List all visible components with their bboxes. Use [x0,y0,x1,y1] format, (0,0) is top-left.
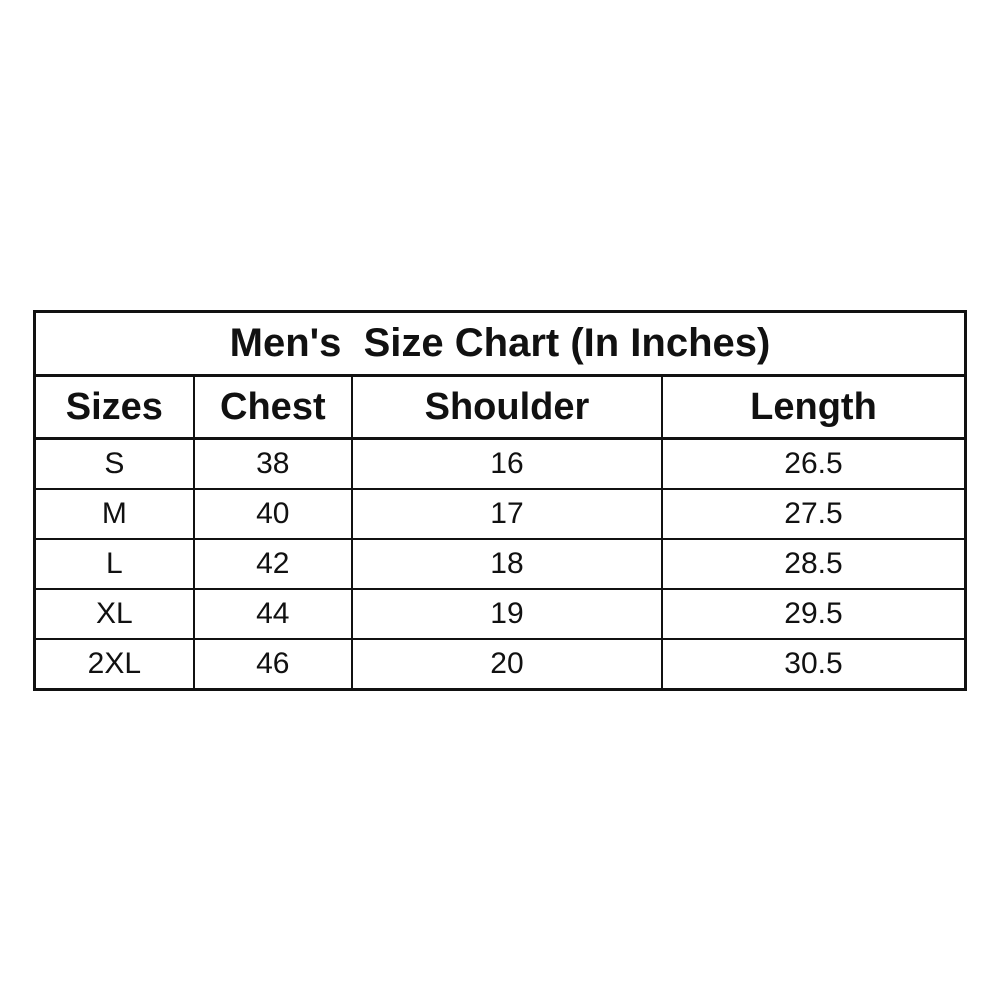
size-chart-table [33,310,967,691]
cell-chest: 42 [194,539,352,589]
cell-size: XL [35,589,194,639]
cell-chest: 46 [194,639,352,690]
cell-shoulder: 19 [352,589,662,639]
cell-shoulder: 17 [352,489,662,539]
column-header-sizes: Sizes [35,376,194,439]
cell-chest: 40 [194,489,352,539]
table-row [35,439,966,490]
cell-size: S [35,439,194,490]
cell-chest: 44 [194,589,352,639]
cell-length: 28.5 [662,539,966,589]
column-header-shoulder: Shoulder [352,376,662,439]
column-header-chest: Chest [194,376,352,439]
table-row [35,589,966,639]
cell-shoulder: 18 [352,539,662,589]
cell-length: 27.5 [662,489,966,539]
cell-shoulder: 16 [352,439,662,490]
table-title-row [35,312,966,376]
table-row [35,639,966,690]
cell-size: M [35,489,194,539]
column-header-length: Length [662,376,966,439]
cell-length: 30.5 [662,639,966,690]
table-header-row [35,376,966,439]
table-row [35,489,966,539]
cell-length: 26.5 [662,439,966,490]
cell-size: L [35,539,194,589]
cell-chest: 38 [194,439,352,490]
cell-length: 29.5 [662,589,966,639]
table-title: Men's Size Chart (In Inches) [35,312,966,376]
cell-size: 2XL [35,639,194,690]
table-row [35,539,966,589]
cell-shoulder: 20 [352,639,662,690]
